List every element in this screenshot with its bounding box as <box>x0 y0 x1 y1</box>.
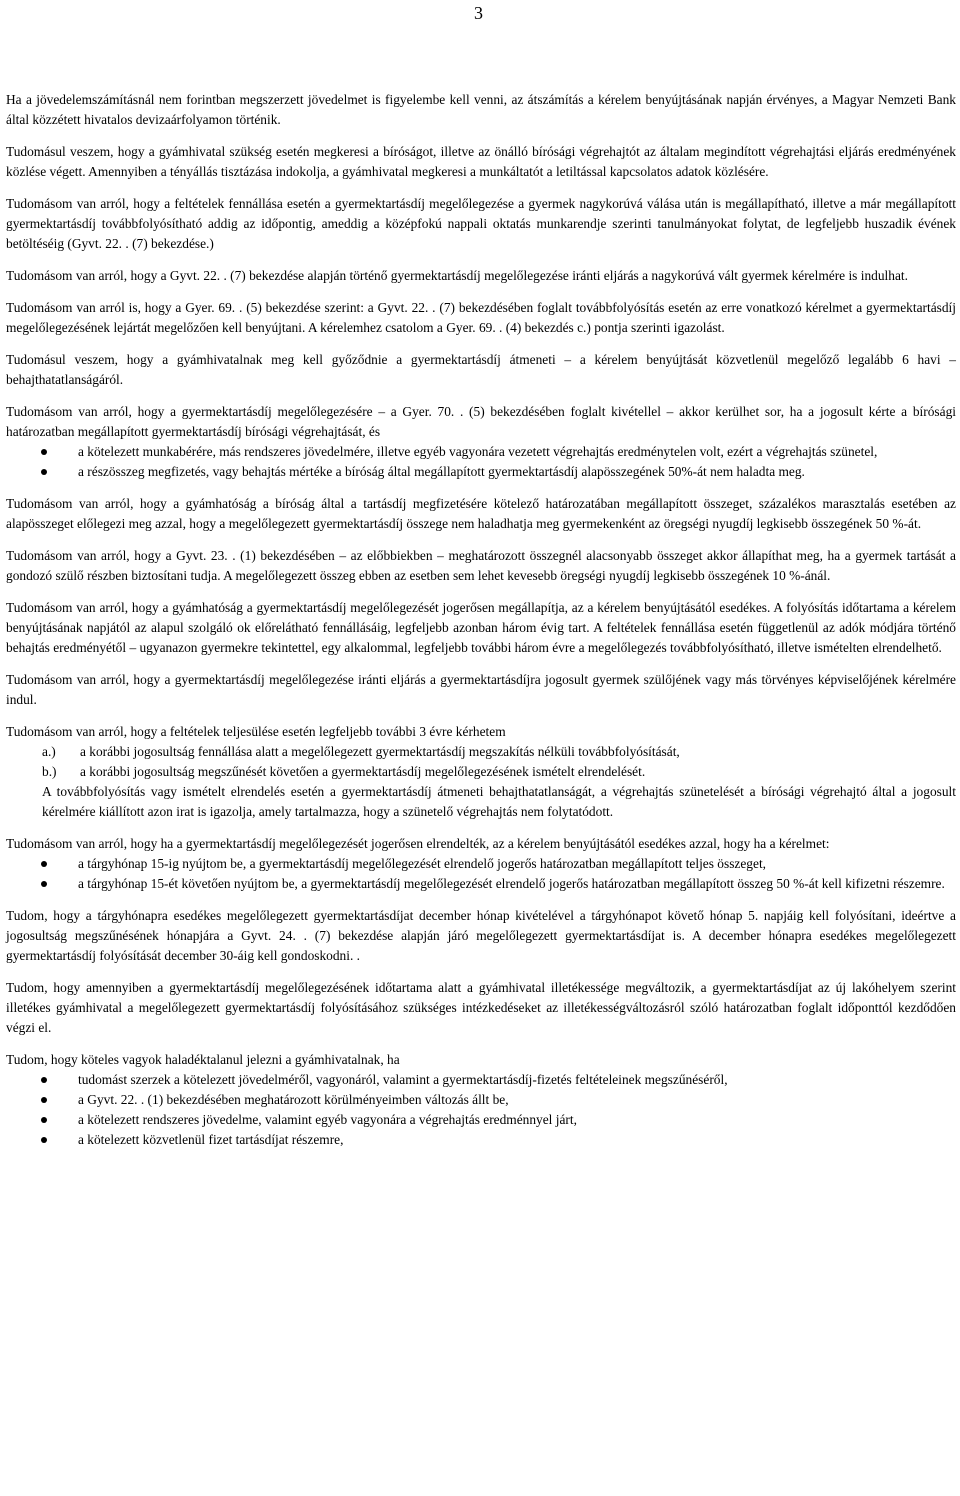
list-item <box>6 1070 956 1090</box>
list-item-text: a kötelezett rendszeres jövedelme, valamint egyéb vagyonára a végrehajtás eredménnyel járt, <box>78 1112 577 1127</box>
bullet-icon <box>41 449 47 455</box>
paragraph-jurisdiction-change: Tudom, hogy amennyiben a gyermektartásdíj megelőlegezésének időtartama alatt a gyámhivatal illetékessége megváltozik, a gyermektartásdíjat az új lakóhelyem szerint illetékes gyámhivatal a megelőlegezett gyermektartásdíj folyósításához szükséges intézkedéseket az illetékességváltozásról szóló határozatban foglalt időponttól kezdődően végzi el. <box>6 980 956 1035</box>
list-item <box>6 762 956 782</box>
paragraph-continuation: Tudomásom van arról is, hogy a Gyer. 69. . (5) bekezdése szerint: a Gyvt. 22. . (7) bekezdésében foglalt továbbfolyósítás esetén az erre vonatkozó kérelmet a gyermektartásdíj megelőlegezésének lejártát megelőzően kell benyújtani. A kérelemhez csatolom a Gyer. 69. . (4) bekezdés c.) pontja szerinti igazolást. <box>6 300 956 335</box>
paragraph-reporting-duty: Tudom, hogy köteles vagyok haladéktalanul jelezni a gyámhivatalnak, ha <box>6 1052 400 1067</box>
list-item <box>6 1110 956 1130</box>
list-item-text: a tárgyhónap 15-ig nyújtom be, a gyermektartásdíj megelőlegezését elrendelő jogerős határozatban megállapított teljes összeget, <box>78 856 767 871</box>
list-item <box>6 742 956 762</box>
bullet-icon <box>41 881 47 887</box>
extension-list <box>6 742 956 782</box>
paragraph-court-inquiry: Tudomásul veszem, hogy a gyámhivatal szükség esetén megkeresi a bíróságot, illetve az önálló bírósági végrehajtót az általam megindított végrehajtási eljárás eredményének közlése végett. Amennyiben a tényállás tisztázása indokolja, a gyámhivatal megkeresi a munkáltatót a letiltással kapcsolatos adatok közlésére. <box>6 144 956 179</box>
bullet-icon <box>41 1137 47 1143</box>
paragraph-lower-amount: Tudomásom van arról, hogy a Gyvt. 23. . (1) bekezdésében – az előbbiekben – meghatározott összegnél alacsonyabb összeget akkor állapíthat meg, ha a gyermek tartását a gondozó szülő részben biztosítani tudja. A megelőlegezett összeg ebben az esetben sem lehet kevesebb öregségi nyugdíj legkisebb összegének 10 %-ánál. <box>6 548 956 583</box>
paragraph-procedure-start: Tudomásom van arról, hogy a gyermektartásdíj megelőlegezése iránti eljárás a gyermektartásdíjra jogosult gyermek szülőjének vagy más törvényes képviselőjének kérelmére indul. <box>6 672 956 707</box>
list-marker: a.) <box>42 744 56 759</box>
list-item-text: a korábbi jogosultság megszűnését követően a gyermektartásdíj megelőlegezésének ismételt elrendelését. <box>80 764 646 779</box>
bullet-icon <box>41 1117 47 1123</box>
list-item <box>6 874 956 894</box>
paragraph-exchange-rate: Ha a jövedelemszámításnál nem forintban megszerzett jövedelmet is figyelembe kell venni, az átszámítás a kérelem benyújtásának napján érvényes, a Magyar Nemzeti Bank által közzétett hivatalos devizaárfolyamon történik. <box>6 92 956 127</box>
list-item-text: a kötelezett közvetlenül fizet tartásdíjat részemre, <box>78 1132 344 1147</box>
list-item <box>6 854 956 874</box>
list-item-text: a tárgyhónap 15-ét követően nyújtom be, a gyermektartásdíj megelőlegezését elrendelő jogerős határozatban megállapított összeg 50 %-át kell kifizetni részemre. <box>78 876 945 891</box>
list-item <box>6 462 956 482</box>
paragraph-extension-note: A továbbfolyósítás vagy ismételt elrendelés esetén a gyermektartásdíj átmeneti behajthatatlanságát, a végrehajtás szünetelését a bírósági végrehajtó által a jogosult kérelmére kiállított azon irat is igazolja, amely tartalmazza, hogy a szünetelő végrehajtás nem folytatódott. <box>42 784 956 819</box>
paragraph-due-date: Tudomásom van arról, hogy ha a gyermektartásdíj megelőlegezését jogerősen elrendelték, az a kérelem benyújtásától esedékes azzal, hogy ha a kérelmet: <box>6 836 830 851</box>
bullet-icon <box>41 469 47 475</box>
list-marker: b.) <box>42 764 57 779</box>
list-item <box>6 1130 956 1150</box>
list-item-text: a részösszeg megfizetés, vagy behajtás mértéke a bíróság által megállapított gyermektartásdíj alapösszegének 50%-át nem haladta meg. <box>78 464 805 479</box>
page-number: 3 <box>474 3 483 23</box>
document-body <box>6 90 956 1162</box>
bullet-icon <box>41 1077 47 1083</box>
bullet-icon <box>41 861 47 867</box>
reporting-list <box>6 1070 956 1150</box>
due-date-list <box>6 854 956 894</box>
paragraph-uncollectibility: Tudomásul veszem, hogy a gyámhivatalnak meg kell győződnie a gyermektartásdíj átmeneti – a kérelem benyújtását közvetlenül megelőző legalább 6 havi – behajthatatlanságáról. <box>6 352 956 387</box>
list-item-text: a kötelezett munkabérére, más rendszeres jövedelmére, illetve egyéb vagyonára vezetett végrehajtás eredménytelen volt, ezért a végrehajtás szünetel, <box>78 444 878 459</box>
list-item-text: a Gyvt. 22. . (1) bekezdésében meghatározott körülményeimben változás állt be, <box>78 1092 509 1107</box>
paragraph-amount: Tudomásom van arról, hogy a gyámhatóság a bíróság által a tartásdíj megfizetésére kötelező határozatában megállapított összeget, százalékos marasztalás esetében az alapösszeget előlegezi meg azzal, hogy a megelőlegezett gyermektartásdíj összege nem haladhatja meg gyermekenként az öregségi nyugdíj legkisebb összegének 50 %-át. <box>6 496 956 531</box>
list-item-text: tudomást szerzek a kötelezett jövedelméről, vagyonáról, valamint a gyermektartásdíj-fizetés feltételeinek megszűnéséről, <box>78 1072 728 1087</box>
paragraph-adult-request: Tudomásom van arról, hogy a Gyvt. 22. . (7) bekezdése alapján történő gyermektartásdíj megelőlegezése iránti eljárás a nagykorúvá vált gyermek kérelmére is indulhat. <box>6 268 908 283</box>
paragraph-adult-child: Tudomásom van arról, hogy a feltételek fennállása esetén a gyermektartásdíj megelőlegezése a gyermek nagykorúvá válása után is megállapítható, illetve a már megállapított gyermektartásdíj továbbfolyósítható addig az időpontig, ameddig a középfokú nappali oktatás munkarendje szerinti tanulmányokat folytat, de legfeljebb huszadik évének betöltéséig (Gyvt. 22. . (7) bekezdése.) <box>6 196 956 251</box>
paragraph-conditions: Tudomásom van arról, hogy a gyermektartásdíj megelőlegezésére – a Gyer. 70. . (5) bekezdésében foglalt kivétellel – akkor kerülhet sor, ha a jogosult kérte a bírósági határozatban megállapított gyermektartásdíj bírósági végrehajtását, és <box>6 404 956 439</box>
conditions-list <box>6 442 956 482</box>
list-item <box>6 1090 956 1110</box>
paragraph-duration: Tudomásom van arról, hogy a gyámhatóság a gyermektartásdíj megelőlegezését jogerősen megállapítja, az a kérelem benyújtásától esedékes. A folyósítás időtartama a kérelem benyújtásának napjától az alapul szolgáló ok előrelátható fennállásáig, legfeljebb azonban három évig tart. A feltételek fennállása esetén függetlenül az adók módjára történő behajtás eredményétől – ugyanazon gyermekre tekintettel, egy alkalommal, legfeljebb további három évre a megelőlegezés továbbfolyósítható, illetve ismételten elrendelhető. <box>6 600 956 655</box>
list-item <box>6 442 956 462</box>
bullet-icon <box>41 1097 47 1103</box>
paragraph-extension: Tudomásom van arról, hogy a feltételek teljesülése esetén legfeljebb további 3 évre kérhetem <box>6 724 506 739</box>
paragraph-payment-schedule: Tudom, hogy a tárgyhónapra esedékes megelőlegezett gyermektartásdíjat december hónap kivételével a tárgyhónapot követő hónap 5. napjáig kell folyósítani, ideértve a jogosultság megszűnésének hónapjára a Gyvt. 24. . (7) bekezdése alapján járó megelőlegezett gyermektartásdíjat is. A december hónapra esedékes megelőlegezett gyermektartásdíj folyósítását december 30-áig kell gondoskodni. . <box>6 908 956 963</box>
list-item-text: a korábbi jogosultság fennállása alatt a megelőlegezett gyermektartásdíj megszakítás nélküli továbbfolyósítását, <box>80 744 680 759</box>
